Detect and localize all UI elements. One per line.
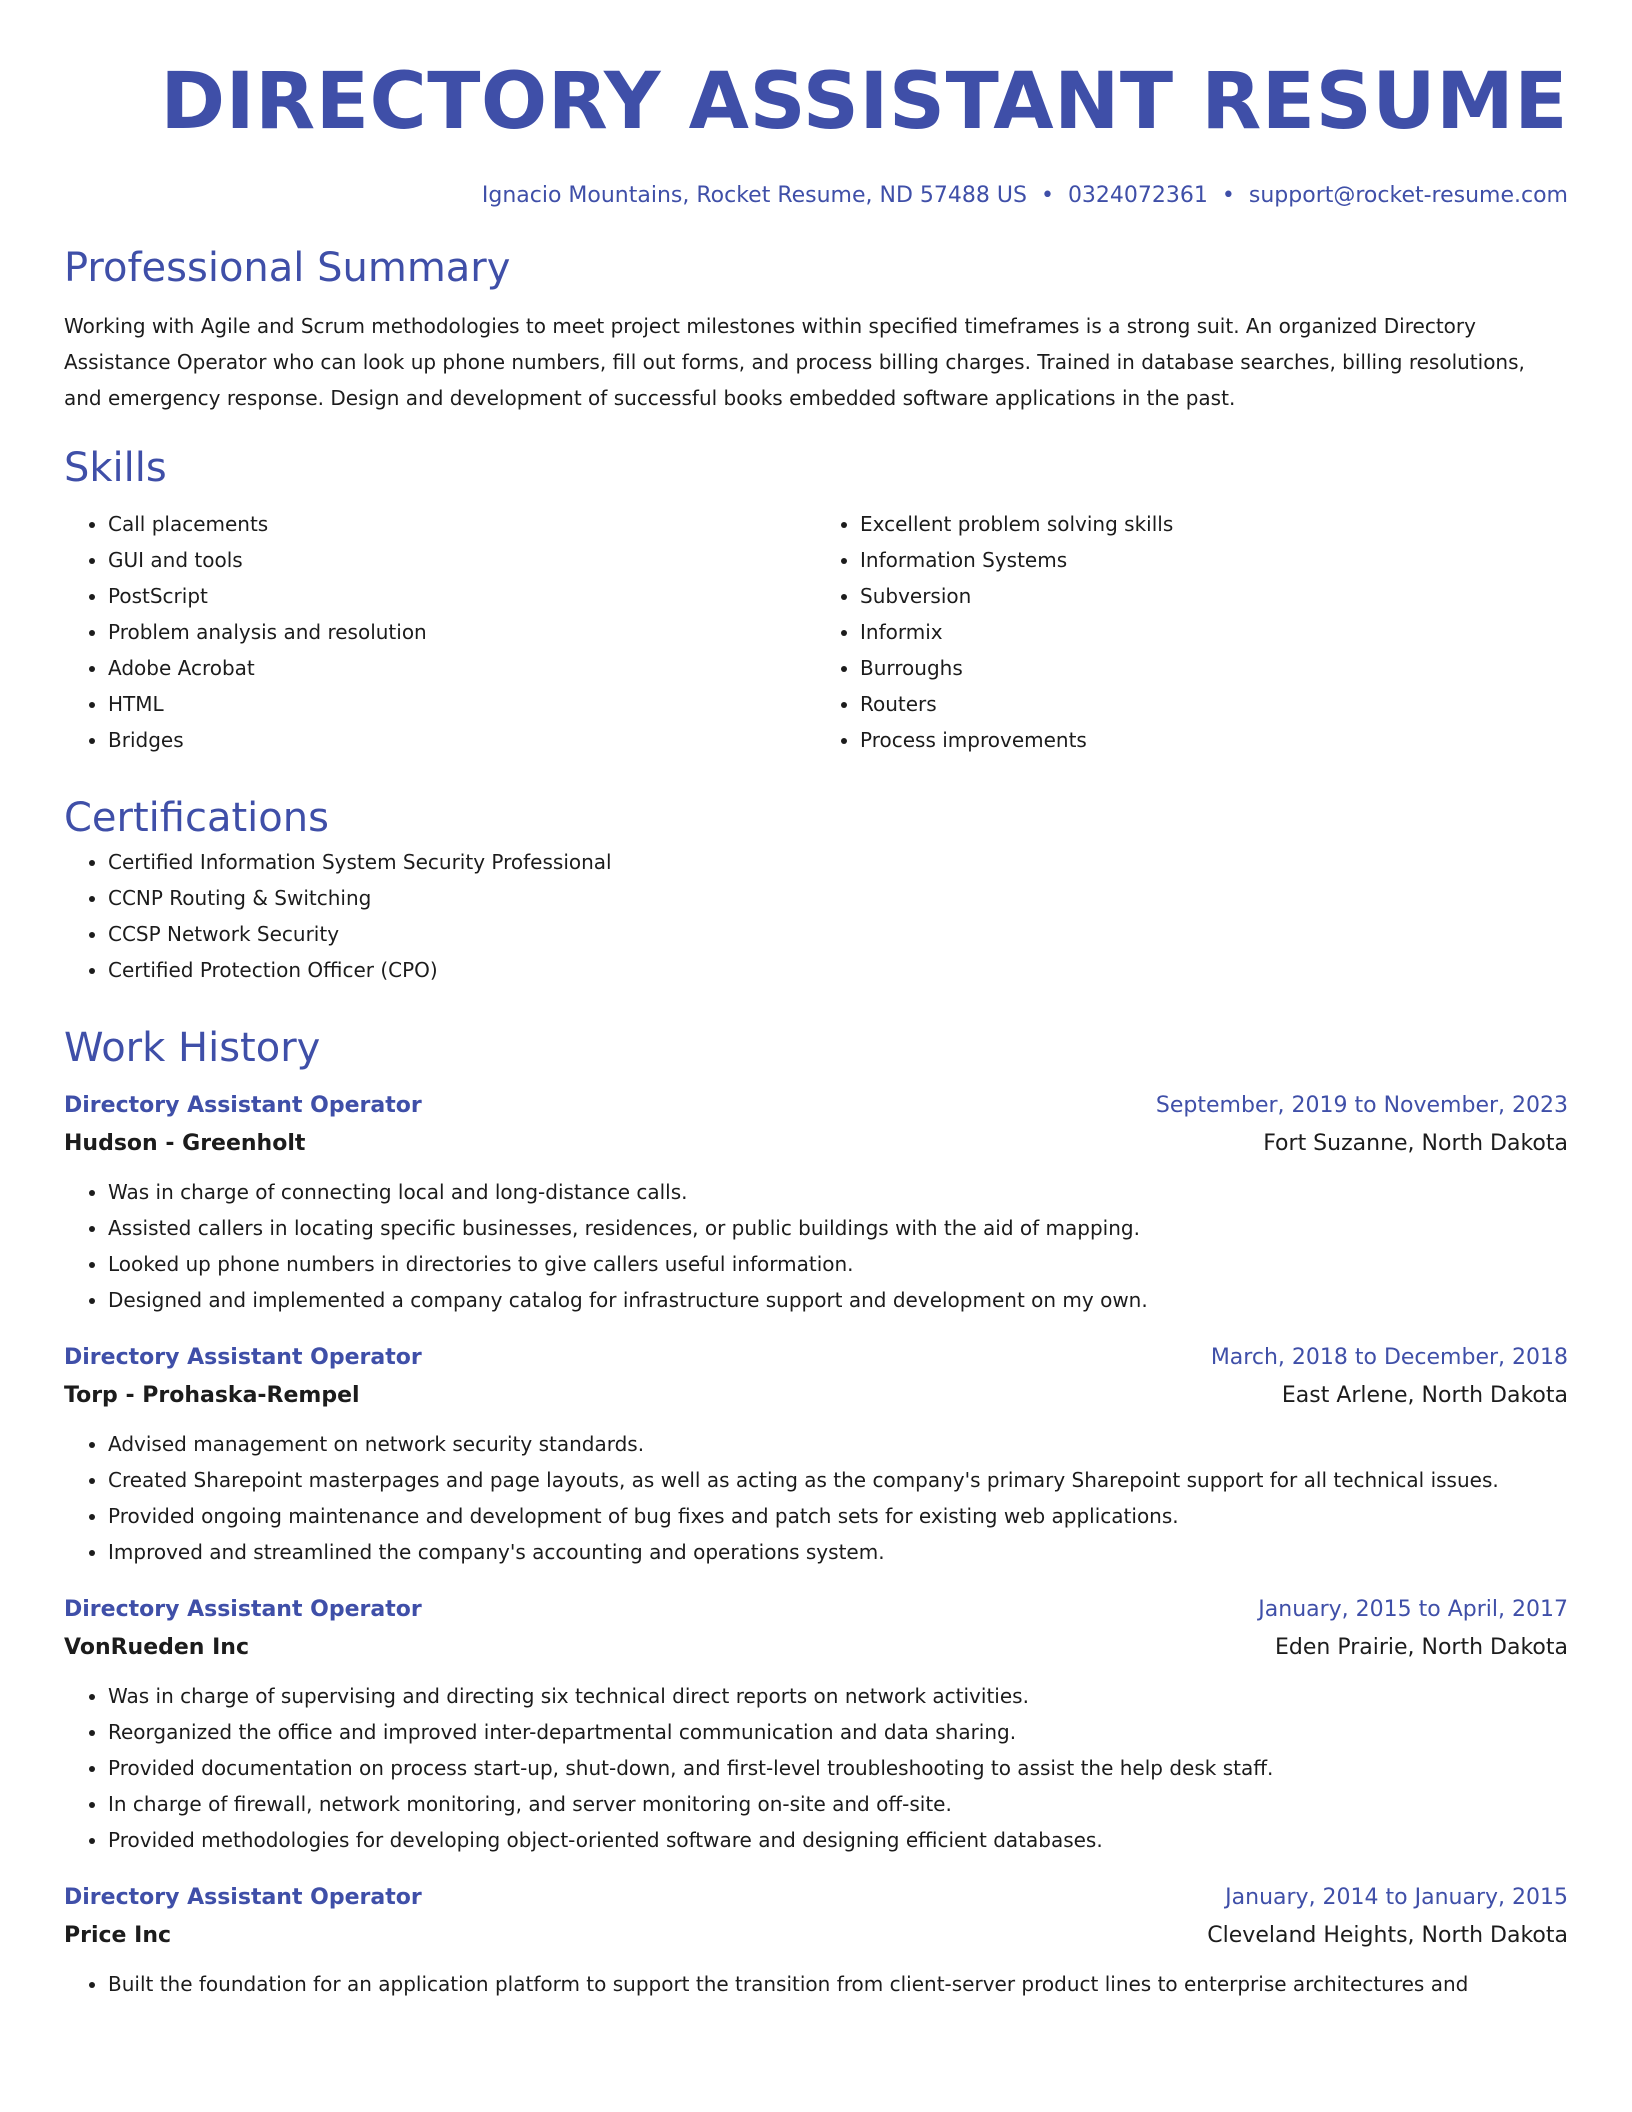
job-location: Fort Suzanne, North Dakota — [1263, 1131, 1568, 1156]
skill-item: • Routers — [860, 686, 1568, 722]
job-bullet: • Assisted callers in locating specific businesses, residences, or public buildings with the aid of mapping. — [108, 1210, 1568, 1246]
job-dates: September, 2019 to November, 2023 — [1155, 1093, 1568, 1118]
job-bullet: • Reorganized the office and improved inter-departmental communication and data sharing. — [108, 1714, 1568, 1750]
contact-email: support@rocket-resume.com — [1248, 183, 1568, 208]
job-bullet: • Improved and streamlined the company's accounting and operations system. — [108, 1534, 1568, 1570]
work-history — [64, 1088, 1568, 2002]
skill-item: • GUI and tools — [108, 542, 816, 578]
job-company: Hudson - Greenholt — [64, 1131, 306, 1156]
contact-address: Ignacio Mountains, Rocket Resume, ND 57488 US — [481, 183, 1027, 208]
job-bullet: • Designed and implemented a company catalog for infrastructure support and development on my own. — [108, 1282, 1568, 1318]
resume-title: DIRECTORY ASSISTANT RESUME — [160, 57, 1568, 147]
skill-item: • PostScript — [108, 578, 816, 614]
skill-item: • Call placements — [108, 506, 816, 542]
job-bullet: • Advised management on network security standards. — [108, 1426, 1568, 1462]
certifications-list — [64, 844, 1568, 988]
skill-item: • Process improvements — [860, 722, 1568, 758]
job-company: VonRueden Inc — [64, 1635, 250, 1660]
job-bullet: • Built the foundation for an application platform to support the transition from client-server product lines to enterprise architectures and — [108, 1966, 1568, 2002]
job-bullet: • Provided ongoing maintenance and development of bug fixes and patch sets for existing web applications. — [108, 1498, 1568, 1534]
certifications-heading: Certifications — [64, 795, 329, 841]
job-company: Price Inc — [64, 1923, 172, 1948]
job-title: Directory Assistant Operator — [64, 1345, 422, 1370]
job-title: Directory Assistant Operator — [64, 1093, 422, 1118]
job-location: East Arlene, North Dakota — [1281, 1383, 1568, 1408]
skills-heading: Skills — [64, 445, 167, 491]
skill-item: • Burroughs — [860, 650, 1568, 686]
skills-columns — [64, 506, 1568, 758]
job-entry — [64, 1880, 1568, 2002]
skill-item: • Problem analysis and resolution — [108, 614, 816, 650]
summary-heading: Professional Summary — [64, 245, 511, 291]
job-bullets — [64, 1426, 1568, 1570]
contact-line — [64, 180, 1568, 212]
job-company: Torp - Prohaska-Rempel — [64, 1383, 360, 1408]
certification-item: • Certified Information System Security Professional — [108, 844, 1568, 880]
job-dates: January, 2015 to April, 2017 — [1258, 1597, 1568, 1622]
job-bullets — [64, 1678, 1568, 1858]
job-bullet: • Was in charge of connecting local and long-distance calls. — [108, 1174, 1568, 1210]
job-bullets — [64, 1174, 1568, 1318]
job-bullet: • Looked up phone numbers in directories to give callers useful information. — [108, 1246, 1568, 1282]
job-dates: March, 2018 to December, 2018 — [1210, 1345, 1568, 1370]
skill-item: • Subversion — [860, 578, 1568, 614]
job-entry — [64, 1088, 1568, 1318]
certification-item: • CCSP Network Security — [108, 916, 1568, 952]
skill-item: • Informix — [860, 614, 1568, 650]
work-history-heading: Work History — [64, 1025, 321, 1071]
skill-item: • Excellent problem solving skills — [860, 506, 1568, 542]
job-bullet: • Created Sharepoint masterpages and page layouts, as well as acting as the company's primary Sharepoint support for all technical issues. — [108, 1462, 1568, 1498]
summary-text: Working with Agile and Scrum methodologies to meet project milestones within specified timeframes is a strong suit. An organized Directory Assistance Operator who can look up phone numbers, fill out forms, and process billing charges. Trained in database searches, billing resolutions, and emergency response. Design and development of successful books embedded software applications in the past. — [64, 314, 1525, 410]
contact-separator: • — [1040, 183, 1054, 208]
job-title: Directory Assistant Operator — [64, 1597, 422, 1622]
job-bullet: • Provided methodologies for developing object-oriented software and designing efficient databases. — [108, 1822, 1568, 1858]
certification-item: • CCNP Routing & Switching — [108, 880, 1568, 916]
skill-item: • Adobe Acrobat — [108, 650, 816, 686]
job-entry — [64, 1340, 1568, 1570]
contact-phone: 0324072361 — [1067, 183, 1208, 208]
job-bullet: • Provided documentation on process start-up, shut-down, and first-level troubleshooting to assist the help desk staff. — [108, 1750, 1568, 1786]
skills-list-right — [816, 506, 1568, 758]
job-bullet: • In charge of firewall, network monitoring, and server monitoring on-site and off-site. — [108, 1786, 1568, 1822]
skill-item: • HTML — [108, 686, 816, 722]
skill-item: • Bridges — [108, 722, 816, 758]
job-location: Eden Prairie, North Dakota — [1274, 1635, 1568, 1660]
contact-separator: • — [1221, 183, 1235, 208]
job-dates: January, 2014 to January, 2015 — [1225, 1885, 1568, 1910]
job-title: Directory Assistant Operator — [64, 1885, 422, 1910]
job-bullet: • Was in charge of supervising and directing six technical direct reports on network activities. — [108, 1678, 1568, 1714]
skills-list-left — [64, 506, 816, 758]
job-location: Cleveland Heights, North Dakota — [1207, 1923, 1568, 1948]
job-bullets — [64, 1966, 1568, 2002]
skill-item: • Information Systems — [860, 542, 1568, 578]
certification-item: • Certified Protection Officer (CPO) — [108, 952, 1568, 988]
job-entry — [64, 1592, 1568, 1858]
